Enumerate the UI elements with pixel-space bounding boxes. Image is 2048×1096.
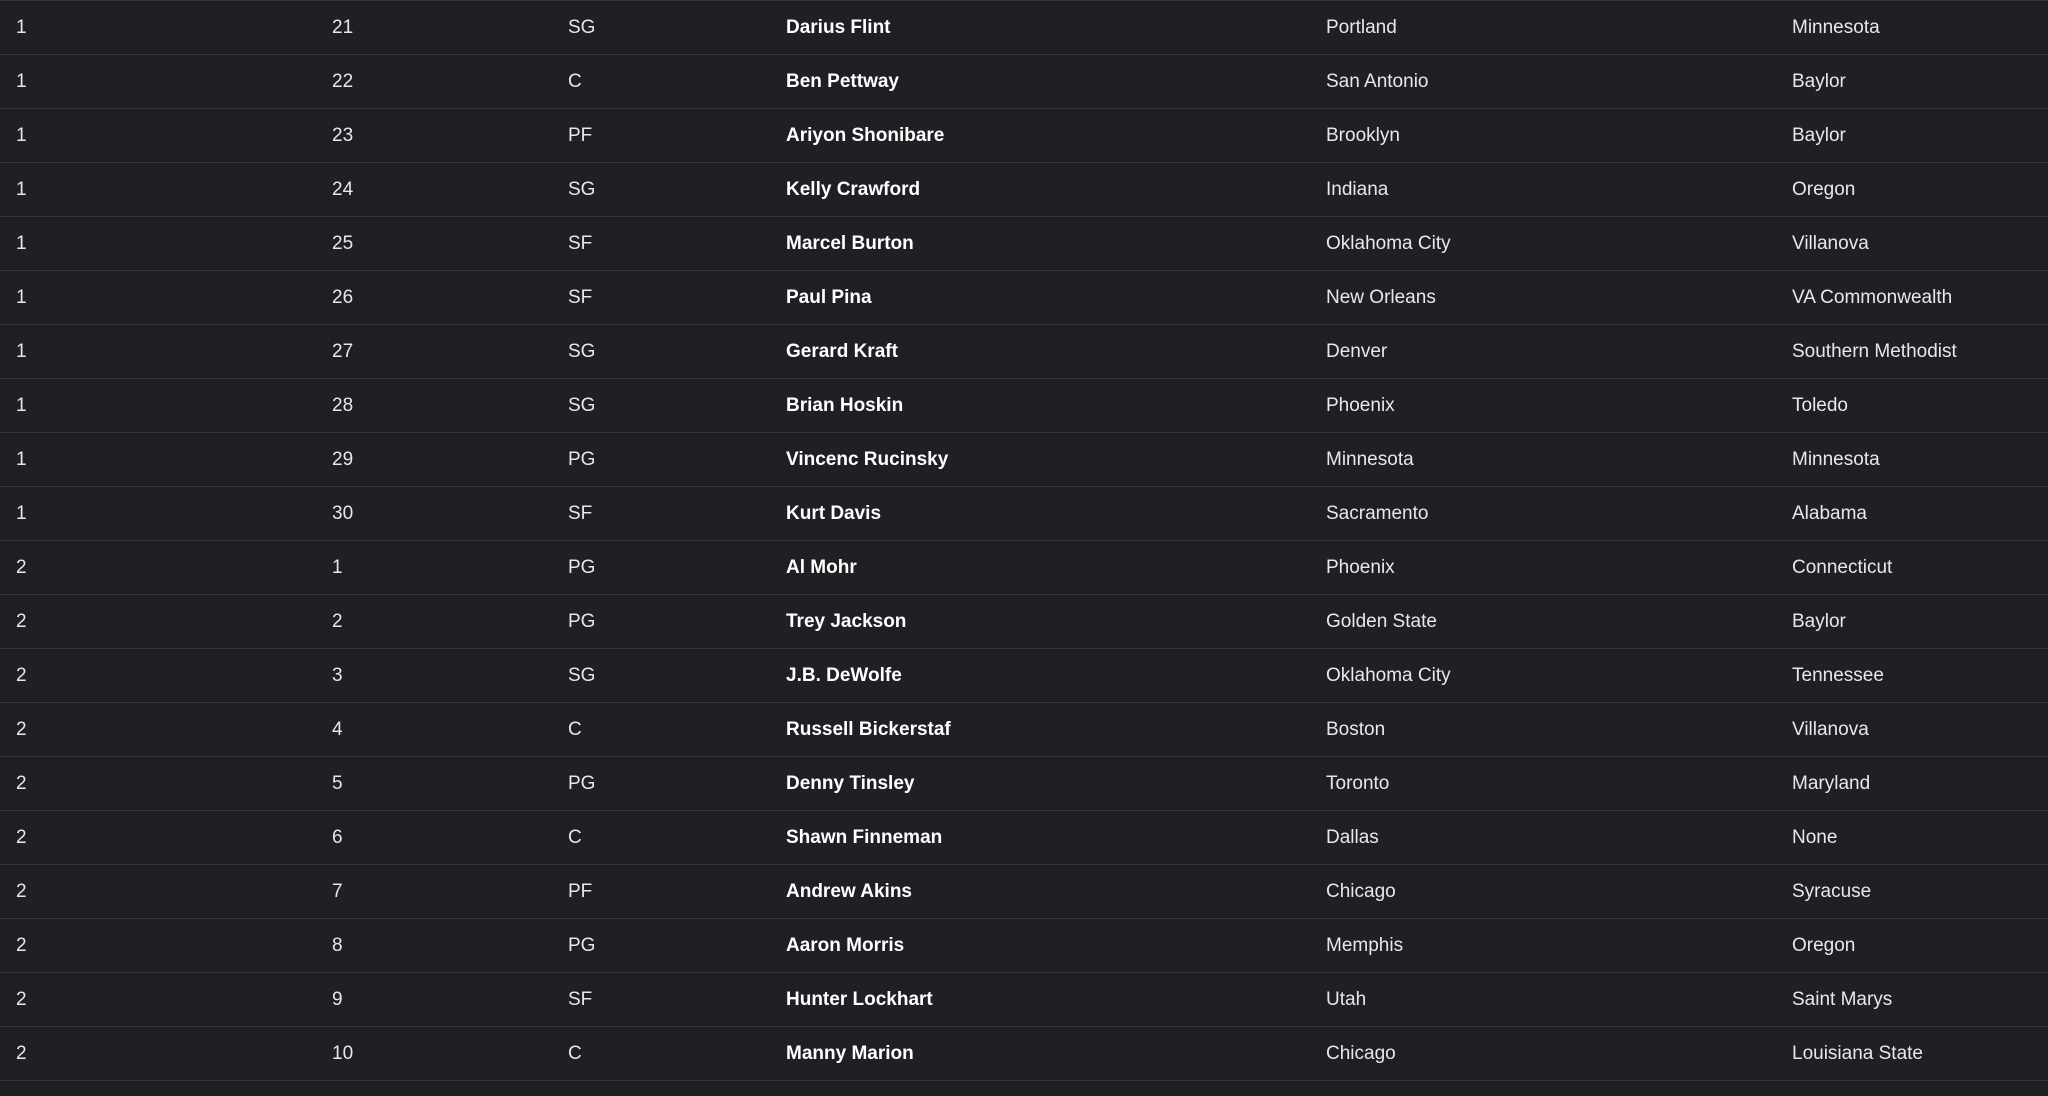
pick-cell: 1 xyxy=(332,556,343,578)
position-cell: SG xyxy=(568,16,596,38)
team-cell: Minnesota xyxy=(1326,448,1414,470)
pick-cell: 28 xyxy=(332,394,354,416)
round-cell: 2 xyxy=(16,664,27,686)
pick-cell: 25 xyxy=(332,232,354,254)
round-cell: 2 xyxy=(16,556,27,578)
position-cell: PF xyxy=(568,124,593,146)
team-cell: Chicago xyxy=(1326,1042,1396,1064)
school-cell: Villanova xyxy=(1792,718,1869,740)
round-cell: 2 xyxy=(16,772,27,794)
team-cell: Utah xyxy=(1326,988,1367,1010)
school-cell: Baylor xyxy=(1792,610,1846,632)
table-row[interactable] xyxy=(0,595,2048,649)
round-cell: 1 xyxy=(16,70,27,92)
round-cell: 1 xyxy=(16,178,27,200)
team-cell: Brooklyn xyxy=(1326,124,1400,146)
table-row[interactable] xyxy=(0,811,2048,865)
table-row[interactable] xyxy=(0,163,2048,217)
player-name-cell: Manny Marion xyxy=(786,1042,914,1064)
player-name-cell: Trey Jackson xyxy=(786,610,907,632)
round-cell: 2 xyxy=(16,880,27,902)
position-cell: PG xyxy=(568,556,596,578)
position-cell: PG xyxy=(568,934,596,956)
table-row[interactable] xyxy=(0,865,2048,919)
position-cell: C xyxy=(568,826,582,848)
position-cell: PG xyxy=(568,772,596,794)
table-row[interactable] xyxy=(0,379,2048,433)
school-cell: VA Commonwealth xyxy=(1792,286,1953,308)
pick-cell: 4 xyxy=(332,718,343,740)
round-cell: 1 xyxy=(16,16,27,38)
player-name-cell: Andrew Akins xyxy=(786,880,912,902)
school-cell: Oregon xyxy=(1792,178,1856,200)
school-cell: Saint Marys xyxy=(1792,988,1893,1010)
position-cell: SG xyxy=(568,394,596,416)
position-cell: SF xyxy=(568,232,593,254)
pick-cell: 10 xyxy=(332,1042,354,1064)
team-cell: Sacramento xyxy=(1326,502,1429,524)
position-cell: C xyxy=(568,718,582,740)
player-name-cell: Kelly Crawford xyxy=(786,178,921,200)
round-cell: 2 xyxy=(16,988,27,1010)
school-cell: Minnesota xyxy=(1792,448,1880,470)
player-name-cell: Al Mohr xyxy=(786,556,857,578)
player-name-cell: Gerard Kraft xyxy=(786,340,898,362)
position-cell: PF xyxy=(568,880,593,902)
school-cell: Baylor xyxy=(1792,70,1846,92)
table-row[interactable] xyxy=(0,919,2048,973)
pick-cell: 29 xyxy=(332,448,354,470)
round-cell: 1 xyxy=(16,232,27,254)
team-cell: New Orleans xyxy=(1326,286,1436,308)
player-name-cell: Brian Hoskin xyxy=(786,394,904,416)
pick-cell: 24 xyxy=(332,178,354,200)
team-cell: Chicago xyxy=(1326,880,1396,902)
round-cell: 2 xyxy=(16,718,27,740)
team-cell: Portland xyxy=(1326,16,1397,38)
team-cell: Oklahoma City xyxy=(1326,232,1451,254)
position-cell: PG xyxy=(568,448,596,470)
school-cell: Louisiana State xyxy=(1792,1042,1923,1064)
pick-cell: 27 xyxy=(332,340,354,362)
team-cell: Boston xyxy=(1326,718,1386,740)
table-row[interactable] xyxy=(0,271,2048,325)
position-cell: SF xyxy=(568,502,593,524)
school-cell: Southern Methodist xyxy=(1792,340,1957,362)
round-cell: 1 xyxy=(16,124,27,146)
table-row[interactable] xyxy=(0,325,2048,379)
team-cell: Phoenix xyxy=(1326,394,1395,416)
table-row[interactable] xyxy=(0,433,2048,487)
position-cell: SG xyxy=(568,664,596,686)
position-cell: C xyxy=(568,1042,582,1064)
player-name-cell: Russell Bickerstaf xyxy=(786,718,951,740)
team-cell: Denver xyxy=(1326,340,1388,362)
round-cell: 2 xyxy=(16,1042,27,1064)
school-cell: Tennessee xyxy=(1792,664,1884,686)
table-row[interactable] xyxy=(0,109,2048,163)
pick-cell: 9 xyxy=(332,988,343,1010)
round-cell: 2 xyxy=(16,826,27,848)
player-name-cell: Paul Pina xyxy=(786,286,872,308)
team-cell: Memphis xyxy=(1326,934,1404,956)
school-cell: Alabama xyxy=(1792,502,1867,524)
player-name-cell: Denny Tinsley xyxy=(786,772,915,794)
pick-cell: 26 xyxy=(332,286,354,308)
player-name-cell: Marcel Burton xyxy=(786,232,914,254)
table-row[interactable] xyxy=(0,973,2048,1027)
position-cell: SG xyxy=(568,178,596,200)
player-name-cell: Shawn Finneman xyxy=(786,826,943,848)
round-cell: 1 xyxy=(16,286,27,308)
table-row[interactable] xyxy=(0,703,2048,757)
school-cell: Minnesota xyxy=(1792,16,1880,38)
school-cell: Villanova xyxy=(1792,232,1869,254)
round-cell: 2 xyxy=(16,610,27,632)
player-name-cell: Kurt Davis xyxy=(786,502,882,524)
pick-cell: 30 xyxy=(332,502,354,524)
player-name-cell: Vincenc Rucinsky xyxy=(786,448,949,470)
player-name-cell: Aaron Morris xyxy=(786,934,905,956)
table-row[interactable] xyxy=(0,1027,2048,1081)
position-cell: SF xyxy=(568,286,593,308)
round-cell: 1 xyxy=(16,502,27,524)
pick-cell: 2 xyxy=(332,610,343,632)
player-name-cell: Ariyon Shonibare xyxy=(786,124,945,146)
pick-cell: 21 xyxy=(332,16,354,38)
pick-cell: 22 xyxy=(332,70,354,92)
pick-cell: 5 xyxy=(332,772,343,794)
table-row[interactable] xyxy=(0,1,2048,55)
pick-cell: 3 xyxy=(332,664,343,686)
round-cell: 1 xyxy=(16,448,27,470)
team-cell: Indiana xyxy=(1326,178,1389,200)
school-cell: Syracuse xyxy=(1792,880,1872,902)
pick-cell: 7 xyxy=(332,880,343,902)
player-name-cell: Darius Flint xyxy=(786,16,891,38)
school-cell: Oregon xyxy=(1792,934,1856,956)
table-row[interactable] xyxy=(0,541,2048,595)
team-cell: Golden State xyxy=(1326,610,1437,632)
position-cell: SG xyxy=(568,340,596,362)
school-cell: Connecticut xyxy=(1792,556,1893,578)
round-cell: 1 xyxy=(16,340,27,362)
table-row[interactable] xyxy=(0,217,2048,271)
table-row[interactable] xyxy=(0,55,2048,109)
table-row[interactable] xyxy=(0,649,2048,703)
school-cell: Maryland xyxy=(1792,772,1871,794)
school-cell: Baylor xyxy=(1792,124,1846,146)
round-cell: 1 xyxy=(16,394,27,416)
team-cell: Oklahoma City xyxy=(1326,664,1451,686)
team-cell: Phoenix xyxy=(1326,556,1395,578)
pick-cell: 6 xyxy=(332,826,343,848)
position-cell: SF xyxy=(568,988,593,1010)
player-name-cell: J.B. DeWolfe xyxy=(786,664,902,686)
team-cell: Toronto xyxy=(1326,772,1390,794)
player-name-cell: Ben Pettway xyxy=(786,70,899,92)
school-cell: Toledo xyxy=(1792,394,1848,416)
team-cell: San Antonio xyxy=(1326,70,1429,92)
round-cell: 2 xyxy=(16,934,27,956)
position-cell: C xyxy=(568,70,582,92)
team-cell: Dallas xyxy=(1326,826,1379,848)
player-name-cell: Hunter Lockhart xyxy=(786,988,933,1010)
school-cell: None xyxy=(1792,826,1838,848)
pick-cell: 23 xyxy=(332,124,354,146)
pick-cell: 8 xyxy=(332,934,343,956)
table-row[interactable] xyxy=(0,487,2048,541)
position-cell: PG xyxy=(568,610,596,632)
table-row[interactable] xyxy=(0,757,2048,811)
